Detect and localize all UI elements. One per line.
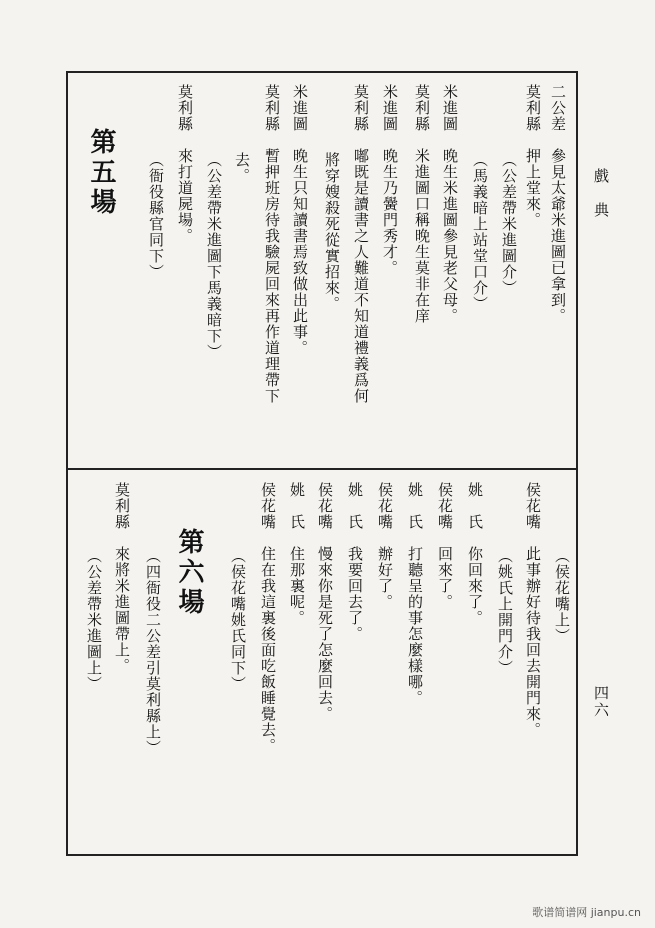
speaker: 侯花嘴 xyxy=(376,482,394,530)
speaker: 姚 氏 xyxy=(288,482,306,530)
scene-title: 第六場 xyxy=(174,528,204,618)
script-column xyxy=(291,84,308,356)
line: （四衙役二公差引莫利縣上） xyxy=(144,548,162,756)
line: 來將米進圖帶上。 xyxy=(113,546,131,674)
line: 來打道屍場。 xyxy=(176,148,194,244)
speaker: 莫利縣 xyxy=(263,84,281,132)
script-column xyxy=(524,84,541,228)
scene-title: 第五場 xyxy=(86,128,116,218)
script-column xyxy=(346,482,363,642)
speaker: 莫利縣 xyxy=(524,84,542,132)
stage-direction xyxy=(229,548,246,692)
script-column xyxy=(352,84,369,404)
line: （公差帶米進圖下馬義暗下） xyxy=(205,152,223,360)
speaker: 侯花嘴 xyxy=(436,482,454,530)
line: （馬義暗上站堂口介） xyxy=(471,152,489,312)
speaker: 莫利縣 xyxy=(176,84,194,132)
speaker: 莫利縣 xyxy=(113,482,131,530)
speaker: 侯花嘴 xyxy=(316,482,334,530)
page-number: 四六 xyxy=(592,685,610,719)
script-column xyxy=(113,482,130,674)
line: 晚生米進圖參見老父母。 xyxy=(441,148,459,324)
script-column xyxy=(259,482,276,754)
speaker: 莫利縣 xyxy=(352,84,370,132)
line: 此事辦好待我回去開門來。 xyxy=(524,546,542,738)
speaker: 二公差 xyxy=(549,84,567,132)
script-column xyxy=(316,482,333,722)
stage-direction xyxy=(496,548,513,676)
stage-direction xyxy=(205,152,222,360)
speaker: 米進圖 xyxy=(291,84,309,132)
line: 去。 xyxy=(233,152,251,184)
script-column xyxy=(406,482,423,706)
line: （姚氏上開門介） xyxy=(496,548,514,676)
line: 晚生乃黌門秀才。 xyxy=(381,148,399,276)
script-column xyxy=(436,482,453,610)
section-divider xyxy=(66,468,578,470)
speaker: 莫利縣 xyxy=(413,84,431,132)
line: （侯花嘴姚氏同下） xyxy=(229,548,247,692)
stage-direction xyxy=(500,152,517,296)
line: 我要回去了。 xyxy=(346,546,364,642)
speaker: 姚 氏 xyxy=(466,482,484,530)
line: 你回來了。 xyxy=(466,546,484,626)
script-column xyxy=(376,482,393,610)
script-column xyxy=(549,84,566,324)
script-column xyxy=(381,84,398,276)
script-column xyxy=(263,84,280,404)
book-title: 戲 典 xyxy=(592,168,610,219)
line: 打聽呈的事怎麼樣哪。 xyxy=(406,546,424,706)
script-column xyxy=(176,84,193,244)
line: 回來了。 xyxy=(436,546,454,610)
line: （公差帶米進圖上） xyxy=(85,548,103,692)
stage-direction xyxy=(553,548,570,644)
script-continuation xyxy=(323,152,340,312)
line: 晚生只知讀書焉致做出此事。 xyxy=(291,148,309,356)
line: 住那裏呢。 xyxy=(288,546,306,626)
speaker: 侯花嘴 xyxy=(259,482,277,530)
line: （侯花嘴上） xyxy=(553,548,571,644)
stage-direction xyxy=(85,548,102,692)
line: （衙役縣官同下） xyxy=(147,152,165,280)
line: 暫押班房待我驗屍回來再作道理帶下 xyxy=(263,148,281,404)
script-column xyxy=(524,482,541,738)
speaker: 姚 氏 xyxy=(346,482,364,530)
line: （公差帶米進圖介） xyxy=(500,152,518,296)
line: 住在我這裏後面吃飯睡覺去。 xyxy=(259,546,277,754)
line: 參見太爺米進圖已拿到。 xyxy=(549,148,567,324)
line: 辦好了。 xyxy=(376,546,394,610)
speaker: 侯花嘴 xyxy=(524,482,542,530)
script-column xyxy=(466,482,483,626)
script-continuation xyxy=(233,152,250,184)
line: 米進圖口稱晚生莫非在庠 xyxy=(413,148,431,324)
script-column xyxy=(413,84,430,324)
stage-direction xyxy=(147,152,164,280)
speaker: 米進圖 xyxy=(441,84,459,132)
script-column xyxy=(441,84,458,324)
speaker: 姚 氏 xyxy=(406,482,424,530)
stage-direction xyxy=(144,548,161,756)
line: 將穿嫂殺死從實招來。 xyxy=(323,152,341,312)
script-column xyxy=(288,482,305,626)
speaker: 米進圖 xyxy=(381,84,399,132)
watermark: 歌谱简谱网 jianpu.cn xyxy=(532,906,641,919)
line: 嘟既是讀書之人難道不知道禮義爲何 xyxy=(352,148,370,404)
line: 押上堂來。 xyxy=(524,148,542,228)
stage-direction xyxy=(471,152,488,312)
line: 慢來你是死了怎麼回去。 xyxy=(316,546,334,722)
